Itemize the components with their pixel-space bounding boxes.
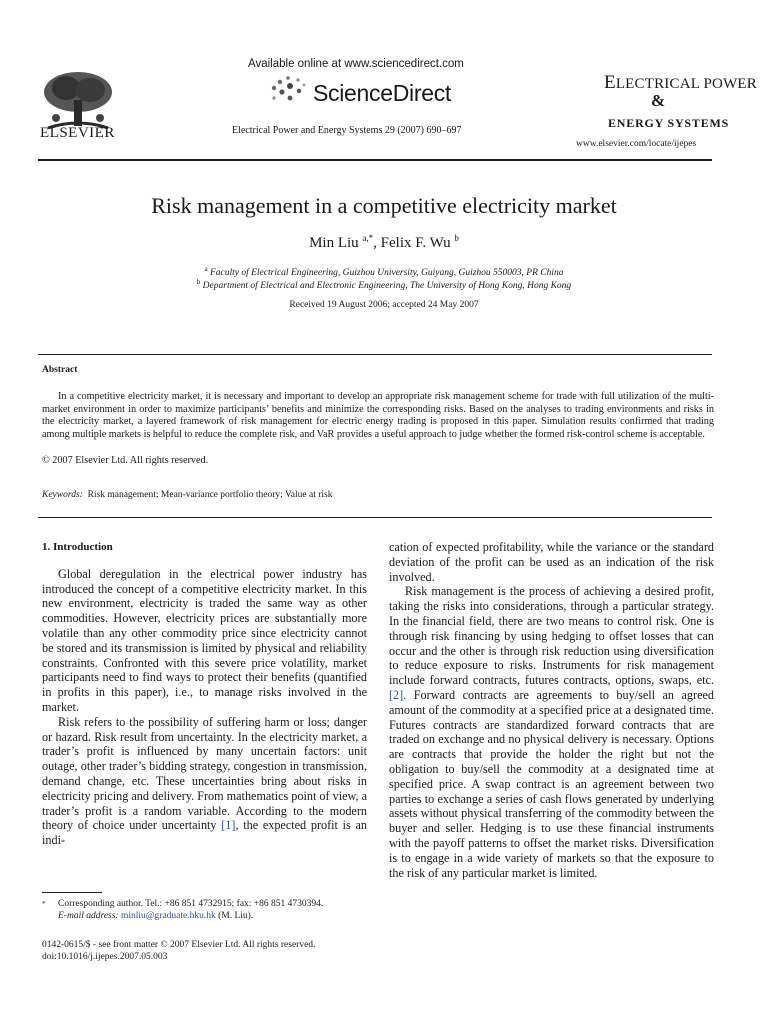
- paragraph: Risk management is the process of achieving a desired profit, taking the risks into considerations, through a particular strategy. In the financial field, there are two means to control risk. One is through risk financing by using hedging to offset losses that can occur and the other is through risk reduction using diversification to reduce exposure to risks. Instruments for risk management include forward contracts, futures contracts, options, swaps, etc. [2]. Forward contracts are agreements to buy/sell an agreed amount of the commodity at a specified price at a designated time. Futures contracts are standardized forward contracts that are traded on exchange and no physical delivery is necessary. Options are contracts that provide the holder the right but not the obligation to buy/sell the commodity at a designated time at specified price. A swap contract is an agreement between two parties to exchange a series of cash flows generated by underlying assets without physical transferring of the commodity between the buyer and seller. Hedging is to use these financial instruments with the payoff patterns to offset the market risks. Diversification is to engage in a wide variety of markets so that the exposure to the risk of any particular market is limited.: [389, 584, 714, 880]
- paragraph: cation of expected profitability, while the variance or the standard deviation of the profit can be used as an indication of the risk involved.: [389, 540, 714, 584]
- doi[interactable]: doi:10.1016/j.ijepes.2007.05.003: [42, 952, 168, 962]
- journal-title-line2: ENERGY SYSTEMS: [608, 116, 730, 130]
- journal-title-line1: ELECTRICAL POWER: [604, 72, 757, 93]
- journal-citation: Electrical Power and Energy Systems 29 (2007) 690–697: [232, 125, 462, 136]
- footnote-rule: [42, 892, 102, 893]
- citation-link[interactable]: [2]: [389, 687, 404, 702]
- abstract-bottom-rule: [38, 517, 712, 518]
- footnote-mark: *: [42, 900, 46, 908]
- available-online-text[interactable]: Available online at www.sciencedirect.com: [248, 58, 464, 70]
- sciencedirect-dots-icon: [268, 74, 308, 104]
- body-column-left: [42, 540, 367, 848]
- journal-title-ampersand: &: [651, 91, 666, 110]
- keywords-list: Risk management; Mean-variance portfolio theory; Value at risk: [87, 490, 333, 500]
- footnote: * Corresponding author. Tel.: +86 851 4732915; fax: +86 851 4730394. E-mail address: minliu@graduate.hku.hk (M. Liu).: [42, 899, 324, 921]
- author-1: Min Liu: [309, 235, 359, 251]
- email-label: E-mail address:: [58, 911, 119, 921]
- abstract-body: In a competitive electricity market, it is necessary and important to develop an appropriate risk management scheme for trade with full utilization of the multi-market environment in order to maximize participants’ benefits and minimize the corresponding risks. Based on the analyses to trading environments and risks in the electricity market, a layered framework of risk management for electric energy trading is proposed in this paper. Simulation results confirmed that trading among multiple markets is helpful to reduce the complete risk, and VaR provides a useful approach to judge whether the formed risk-control scheme is acceptable.: [42, 391, 714, 441]
- authors: Min Liu $^{a,*}$, Felix F. Wu $^b$: [309, 233, 459, 251]
- abstract-heading: Abstract: [42, 365, 78, 375]
- received-dates: Received 19 August 2006; accepted 24 May 2007: [289, 300, 479, 310]
- body-column-right: [389, 540, 714, 880]
- journal-url[interactable]: www.elsevier.com/locate/ijepes: [576, 139, 697, 149]
- author-2: Felix F. Wu: [380, 235, 451, 251]
- author-2-affil-mark: b: [454, 233, 459, 243]
- front-matter-issn: 0142-0615/$ - see front matter © 2007 Elsevier Ltd. All rights reserved.: [42, 940, 316, 950]
- front-matter: [42, 939, 315, 963]
- keywords-label: Keywords:: [42, 490, 83, 500]
- abstract-copyright: © 2007 Elsevier Ltd. All rights reserved.: [42, 455, 209, 466]
- affiliation-a: $^a$ Faculty of Electrical Engineering, Guizhou University, Guiyang, Guizhou 550003, PR China: [204, 265, 564, 279]
- paper-title: Risk management in a competitive electricity market: [151, 193, 617, 218]
- citation-link[interactable]: [1]: [221, 818, 236, 833]
- paragraph: Risk refers to the possibility of suffering harm or loss; danger or hazard. Risk result from uncertainty. In the electricity market, a trader’s profit is influenced by many uncertain factors: unit outage, other trader’s bidding strategy, congestion in transmission, demand change, etc. These uncertainties bring about risks in electricity pricing and delivery. From mathematics point of view, a trader’s profit is a random variable. According to the modern theory of choice under uncertainty [1], the expected profit is an indi-: [42, 714, 368, 848]
- author-email-link[interactable]: minliu@graduate.hku.hk: [120, 911, 216, 921]
- abstract-top-rule: [38, 354, 712, 355]
- sciencedirect-wordmark: ScienceDirect: [313, 80, 451, 106]
- affiliation-b: $^b$ Department of Electrical and Electronic Engineering, The University of Hong Kong, Hong Kong: [196, 278, 572, 292]
- author-1-affil-mark: a,*: [362, 233, 374, 243]
- keywords: [42, 490, 332, 500]
- paragraph: Global deregulation in the electrical power industry has introduced the concept of a competitive electricity market. In this new environment, electricity is traded the same way as other commodities. However, electricity prices are substantially more volatile than any other commodity price since electricity cannot be stored and its transmission is limited by physical and reliability constraints. Confronted with this severe price volatility, market participants need to find ways to protect their benefits (quantified in profits in this paper), i.e., to manage risks involved in the market.: [42, 566, 367, 714]
- section-heading-introduction: 1. Introduction: [42, 541, 113, 553]
- corresponding-author: Corresponding author. Tel.: +86 851 4732915; fax: +86 851 4730394.: [58, 899, 324, 909]
- header-divider: [38, 159, 712, 161]
- publisher-name: ELSEVIER: [40, 125, 115, 141]
